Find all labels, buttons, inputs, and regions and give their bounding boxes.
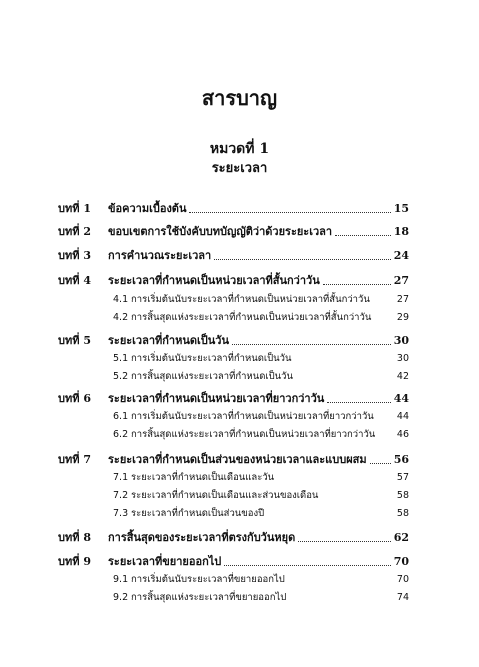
part-label: หมวดที่ 1 [209, 141, 270, 157]
page-title: สารบาญ [201, 86, 278, 110]
section-title: ระยะเวลาที่กำหนดเป็นส่วนของปี [131, 508, 265, 519]
toc-section-7-2[interactable] [113, 487, 409, 503]
section-page: 44 [396, 411, 409, 422]
toc-section-5-2[interactable] [113, 368, 409, 384]
section-page: 57 [396, 472, 409, 483]
chapter-number: บทที่ 7 [58, 453, 91, 466]
section-page: 27 [396, 294, 409, 305]
toc-section-5-1[interactable] [113, 350, 409, 366]
section-title: ระยะเวลาที่กำหนดเป็นเดือนและวัน [131, 472, 275, 483]
dot-leader [214, 258, 390, 260]
section-title: การสิ้นสุดแห่งระยะเวลาที่กำหนดเป็นหน่วยเวลาที่ยาวกว่าวัน [131, 429, 376, 440]
section-page: 42 [396, 371, 409, 382]
chapter-page: 56 [393, 453, 409, 466]
chapter-number: บทที่ 6 [58, 392, 91, 405]
chapter-page: 70 [393, 555, 409, 568]
toc-chapter-7[interactable] [58, 450, 409, 468]
chapter-number: บทที่ 9 [58, 555, 91, 568]
section-title: ระยะเวลาที่กำหนดเป็นเดือนและส่วนของเดือน [131, 490, 319, 501]
toc-chapter-5[interactable] [58, 331, 409, 349]
chapter-number: บทที่ 8 [58, 531, 91, 544]
toc-section-7-1[interactable] [113, 469, 409, 485]
part-subtitle: ระยะเวลา [211, 161, 268, 176]
chapter-page: 27 [393, 274, 409, 287]
dot-leader [323, 283, 391, 285]
chapter-number: บทที่ 2 [58, 225, 91, 238]
toc-section-9-1[interactable] [113, 571, 409, 587]
section-number: 9.1 [113, 574, 129, 585]
section-number: 4.1 [113, 294, 129, 305]
toc-chapter-3[interactable] [58, 246, 409, 264]
section-page: 29 [396, 312, 409, 323]
chapter-page: 62 [393, 531, 409, 544]
section-number: 7.3 [113, 508, 129, 519]
toc-section-6-2[interactable] [113, 426, 409, 442]
dot-leader [189, 211, 390, 213]
chapter-title: ระยะเวลาที่กำหนดเป็นส่วนของหน่วยเวลาและแบบผสม [108, 453, 367, 466]
chapter-title: ระยะเวลาที่ขยายออกไป [108, 555, 222, 568]
section-number: 9.2 [113, 592, 129, 603]
dot-leader [298, 540, 390, 542]
chapter-page: 24 [393, 249, 409, 262]
chapter-title: การคำนวณระยะเวลา [108, 249, 212, 262]
chapter-page: 30 [393, 334, 409, 347]
chapter-title: ระยะเวลาที่กำหนดเป็นหน่วยเวลาที่ยาวกว่าวัน [108, 392, 325, 405]
section-page: 30 [396, 353, 409, 364]
toc-section-6-1[interactable] [113, 408, 409, 424]
toc-chapter-1[interactable] [58, 199, 409, 217]
section-title: การเริ่มต้นนับระยะเวลาที่กำหนดเป็นหน่วยเวลาที่ยาวกว่าวัน [131, 411, 374, 422]
section-page: 58 [396, 508, 409, 519]
dot-leader [335, 234, 391, 236]
chapter-title: ระยะเวลาที่กำหนดเป็นวัน [108, 334, 229, 347]
toc-chapter-4[interactable] [58, 271, 409, 289]
toc-chapter-2[interactable] [58, 222, 409, 240]
section-title: การสิ้นสุดแห่งระยะเวลาที่กำหนดเป็นหน่วยเวลาที่สั้นกว่าวัน [131, 312, 372, 323]
dot-leader [224, 564, 390, 566]
chapter-number: บทที่ 4 [58, 274, 91, 287]
toc-section-4-1[interactable] [113, 291, 409, 307]
section-title: การเริ่มต้นนับระยะเวลาที่กำหนดเป็นหน่วยเวลาที่สั้นกว่าวัน [131, 294, 370, 305]
section-title: การเริ่มต้นนับระยะเวลาที่ขยายออกไป [131, 574, 285, 585]
section-number: 6.2 [113, 429, 129, 440]
chapter-title: ระยะเวลาที่กำหนดเป็นหน่วยเวลาที่สั้นกว่าวัน [108, 274, 320, 287]
chapter-title: การสิ้นสุดของระยะเวลาที่ตรงกับวันหยุด [108, 531, 296, 544]
section-title: การเริ่มต้นนับระยะเวลาที่กำหนดเป็นวัน [131, 353, 292, 364]
section-number: 4.2 [113, 312, 129, 323]
section-number: 6.1 [113, 411, 129, 422]
dot-leader [327, 401, 390, 403]
chapter-page: 15 [393, 202, 409, 215]
section-page: 46 [396, 429, 409, 440]
section-title: การสิ้นสุดแห่งระยะเวลาที่ขยายออกไป [131, 592, 287, 603]
section-page: 74 [396, 592, 409, 603]
chapter-page: 18 [393, 225, 409, 238]
chapter-number: บทที่ 3 [58, 249, 91, 262]
section-number: 7.2 [113, 490, 129, 501]
toc-chapter-8[interactable] [58, 528, 409, 546]
section-title: การสิ้นสุดแห่งระยะเวลาที่กำหนดเป็นวัน [131, 371, 293, 382]
toc-section-7-3[interactable] [113, 505, 409, 521]
toc-section-4-2[interactable] [113, 309, 409, 325]
dot-leader [370, 462, 391, 464]
section-page: 58 [396, 490, 409, 501]
section-page: 70 [396, 574, 409, 585]
dot-leader [232, 343, 391, 345]
toc-chapter-9[interactable] [58, 552, 409, 570]
chapter-title: ข้อความเบื้องต้น [108, 202, 187, 215]
toc-chapter-6[interactable] [58, 389, 409, 407]
section-number: 5.1 [113, 353, 129, 364]
chapter-title: ขอบเขตการใช้บังคับบทบัญญัติว่าด้วยระยะเวลา [108, 225, 333, 238]
toc-section-9-2[interactable] [113, 589, 409, 605]
section-number: 7.1 [113, 472, 129, 483]
section-number: 5.2 [113, 371, 129, 382]
chapter-number: บทที่ 5 [58, 334, 91, 347]
chapter-page: 44 [393, 392, 409, 405]
chapter-number: บทที่ 1 [58, 202, 91, 215]
